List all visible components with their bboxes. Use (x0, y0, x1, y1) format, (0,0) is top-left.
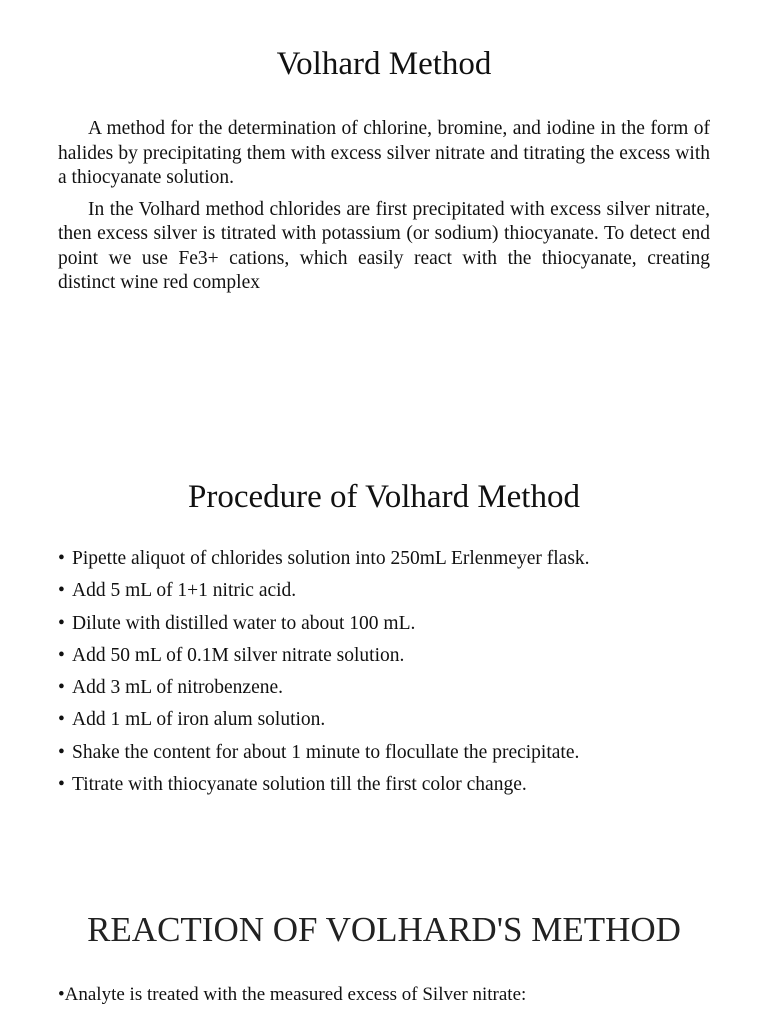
bullet-icon: • (58, 741, 65, 763)
step-text: Add 5 mL of 1+1 nitric acid. (72, 580, 297, 602)
list-item (58, 741, 718, 773)
bullet-icon: • (58, 580, 65, 602)
procedure-list (58, 547, 718, 805)
step-text: Add 50 mL of 0.1M silver nitrate solution. (72, 644, 405, 666)
bullet-icon: • (58, 644, 65, 666)
slide-body (58, 117, 710, 303)
paragraph-description: In the Volhard method chlorides are first precipitated with excess silver nitrate, then excess silver is titrated with potassium (or sodium) thiocyanate. To detect end point we use Fe3+ cations, which easily react with the thiocyanate, creating distinct wine red complex (58, 198, 710, 293)
slide-title: REACTION OF VOLHARD'S METHOD (87, 910, 681, 949)
bullet-icon: • (58, 677, 65, 699)
bullet-icon: • (58, 612, 65, 634)
reaction-text: •Analyte is treated with the measured excess of Silver nitrate: (58, 984, 527, 1005)
step-text: Add 3 mL of nitrobenzene. (72, 677, 284, 699)
step-text: Add 1 mL of iron alum solution. (72, 709, 326, 731)
step-text: Titrate with thiocyanate solution till the first color change. (72, 774, 527, 796)
paragraph-definition: A method for the determination of chlorine, bromine, and iodine in the form of halides by precipitating them with excess silver nitrate and titrating the excess with a thiocyanate solution. (58, 118, 710, 188)
bullet-icon: • (58, 709, 65, 731)
slide-title: Procedure of Volhard Method (188, 479, 580, 515)
bullet-icon: • (58, 548, 65, 569)
bullet-icon: • (58, 774, 65, 796)
step-text: Pipette aliquot of chlorides solution into 250mL Erlenmeyer flask. (72, 548, 590, 569)
list-item (58, 612, 718, 644)
list-item (58, 676, 718, 708)
list-item (58, 644, 718, 676)
list-item (58, 708, 718, 740)
list-item (58, 579, 718, 611)
step-text: Shake the content for about 1 minute to flocullate the precipitate. (72, 741, 580, 763)
list-item (58, 547, 718, 579)
step-text: Dilute with distilled water to about 100 mL. (72, 612, 416, 634)
list-item (58, 773, 718, 805)
slide-title: Volhard Method (276, 46, 492, 82)
